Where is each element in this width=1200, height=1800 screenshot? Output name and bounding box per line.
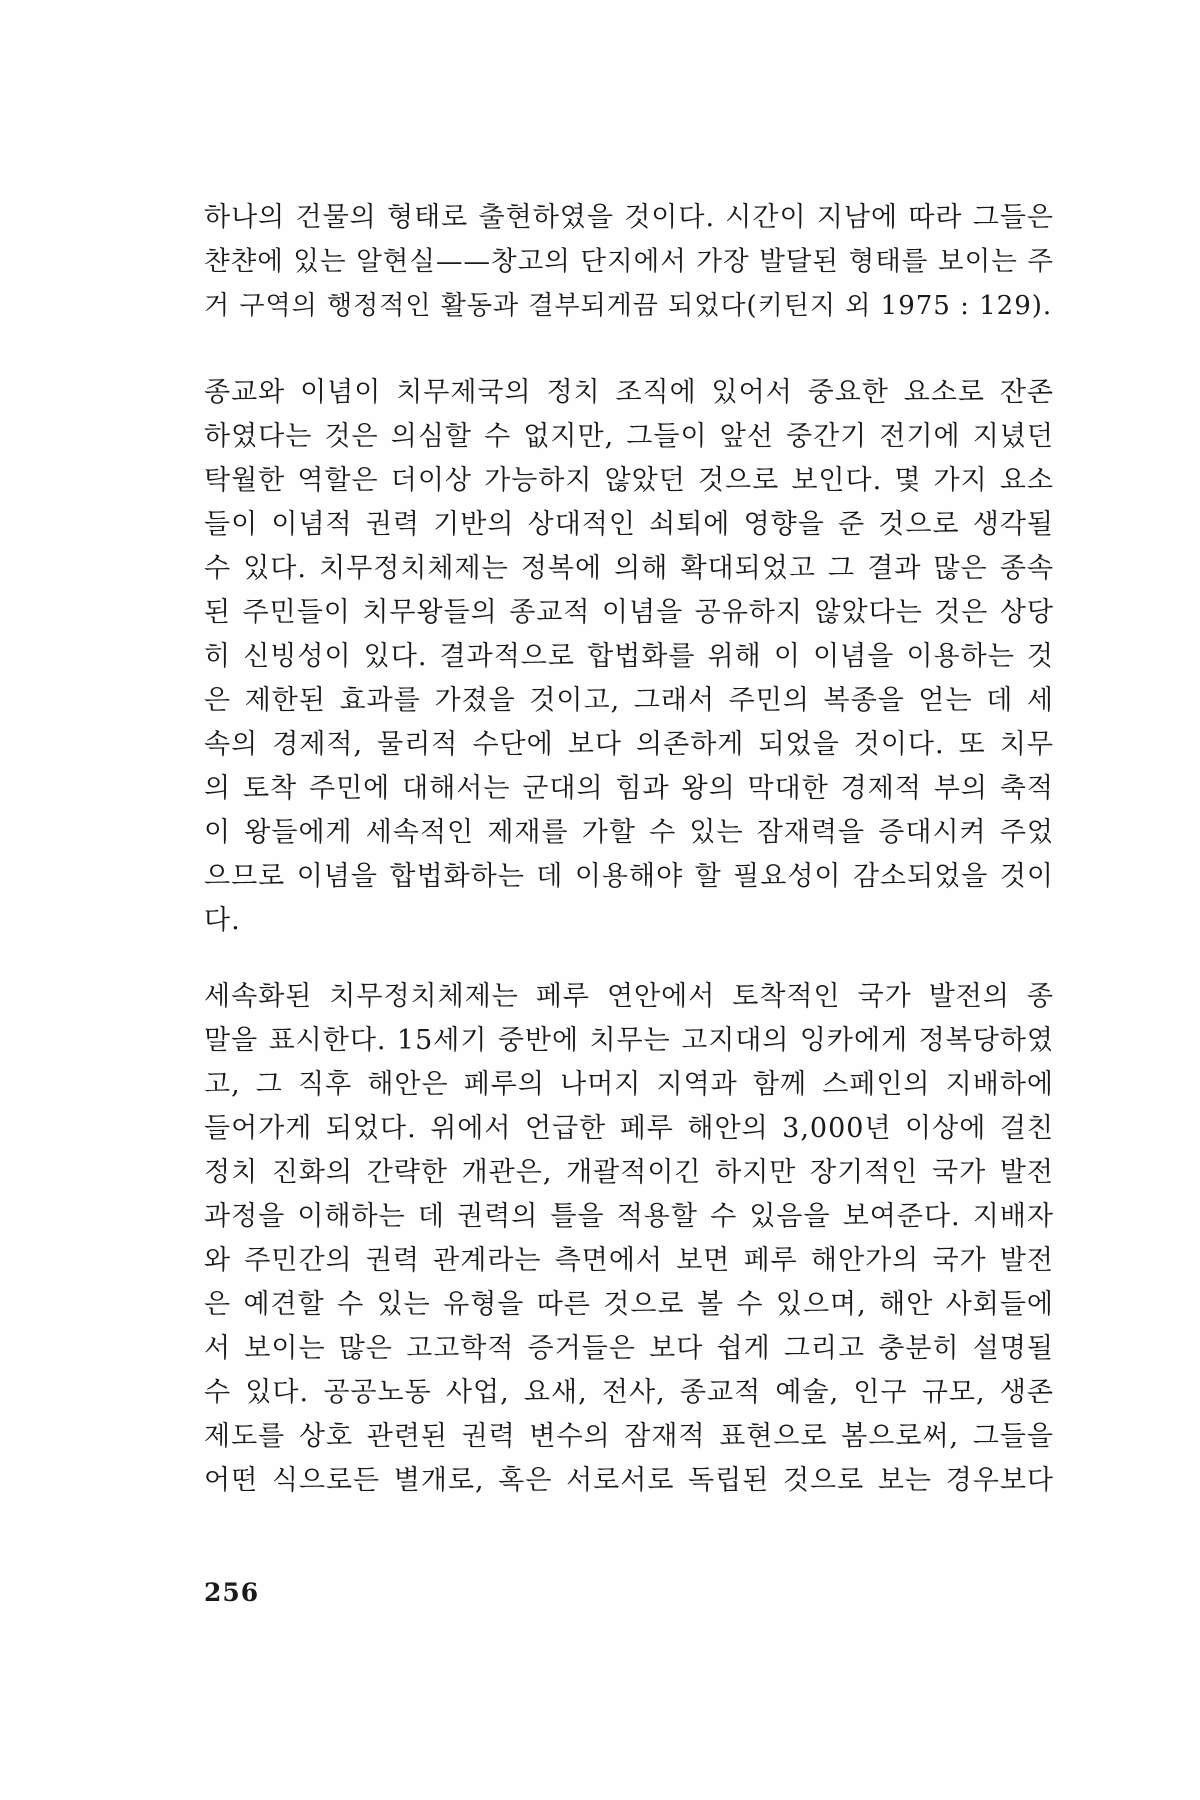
text-line: 서 보이는 많은 고고학적 증거들은 보다 쉽게 그리고 충분히 설명될 xyxy=(204,1333,1054,1364)
text-line: 말을 표시한다. 15세기 중반에 치무는 고지대의 잉카에게 정복당하였 xyxy=(204,1025,1054,1056)
text-line: 수 있다. 공공노동 사업, 요새, 전사, 종교적 예술, 인구 규모, 생존 xyxy=(204,1377,1054,1408)
paragraph-3 xyxy=(204,975,1054,1503)
paragraph-1 xyxy=(204,196,1054,328)
text-line: 들어가게 되었다. 위에서 언급한 페루 해안의 3,000년 이상에 걸친 xyxy=(204,1113,1054,1144)
text-line: 어떤 식으로든 별개로, 혹은 서로서로 독립된 것으로 보는 경우보다 xyxy=(204,1465,1054,1496)
text-line: 탁월한 역할은 더이상 가능하지 않았던 것으로 보인다. 몇 가지 요소 xyxy=(204,465,1054,496)
text-line: 속의 경제적, 물리적 수단에 보다 의존하게 되었을 것이다. 또 치무 xyxy=(204,729,1054,760)
text-line: 수 있다. 치무정치체제는 정복에 의해 확대되었고 그 결과 많은 종속 xyxy=(204,553,1054,584)
text-line: 이 왕들에게 세속적인 제재를 가할 수 있는 잠재력을 증대시켜 주었 xyxy=(204,817,1054,848)
text-line: 들이 이념적 권력 기반의 상대적인 쇠퇴에 영향을 준 것으로 생각될 xyxy=(204,509,1054,540)
text-line: 은 예견할 수 있는 유형을 따른 것으로 볼 수 있으며, 해안 사회들에 xyxy=(204,1289,1054,1320)
text-line: 으므로 이념을 합법화하는 데 이용해야 할 필요성이 감소되었을 것이 xyxy=(204,861,1054,892)
text-line: 은 제한된 효과를 가졌을 것이고, 그래서 주민의 복종을 얻는 데 세 xyxy=(204,685,1054,716)
text-line: 챤챤에 있는 알현실——창고의 단지에서 가장 발달된 형태를 보이는 주 xyxy=(204,246,1054,277)
text-line: 고, 그 직후 해안은 페루의 나머지 지역과 함께 스페인의 지배하에 xyxy=(204,1069,1054,1100)
text-line: 의 토착 주민에 대해서는 군대의 힘과 왕의 막대한 경제적 부의 축적 xyxy=(204,773,1054,804)
text-line: 과정을 이해하는 데 권력의 틀을 적용할 수 있음을 보여준다. 지배자 xyxy=(204,1201,1054,1232)
text-line: 제도를 상호 관련된 권력 변수의 잠재적 표현으로 봄으로써, 그들을 xyxy=(204,1421,1054,1452)
text-line: 된 주민들이 치무왕들의 종교적 이념을 공유하지 않았다는 것은 상당 xyxy=(204,597,1054,628)
text-line: 세속화된 치무정치체제는 페루 연안에서 토착적인 국가 발전의 종 xyxy=(204,981,1054,1012)
text-line: 종교와 이념이 치무제국의 정치 조직에 있어서 중요한 요소로 잔존 xyxy=(204,377,1054,408)
text-line: 거 구역의 행정적인 활동과 결부되게끔 되었다(키틴지 외 1975 : 129). xyxy=(204,291,1053,321)
text-line: 하였다는 것은 의심할 수 없지만, 그들이 앞선 중간기 전기에 지녔던 xyxy=(204,421,1054,452)
text-line: 하나의 건물의 형태로 출현하였을 것이다. 시간이 지남에 따라 그들은 xyxy=(204,202,1054,233)
text-line: 정치 진화의 간략한 개관은, 개괄적이긴 하지만 장기적인 국가 발전 xyxy=(204,1157,1054,1188)
paragraph-2 xyxy=(204,371,1054,943)
text-line: 다. xyxy=(204,905,241,936)
text-line: 히 신빙성이 있다. 결과적으로 합법화를 위해 이 이념을 이용하는 것 xyxy=(204,641,1054,672)
text-line: 와 주민간의 권력 관계라는 측면에서 보면 페루 해안가의 국가 발전 xyxy=(204,1245,1054,1276)
page-number: 256 xyxy=(204,1578,260,1607)
